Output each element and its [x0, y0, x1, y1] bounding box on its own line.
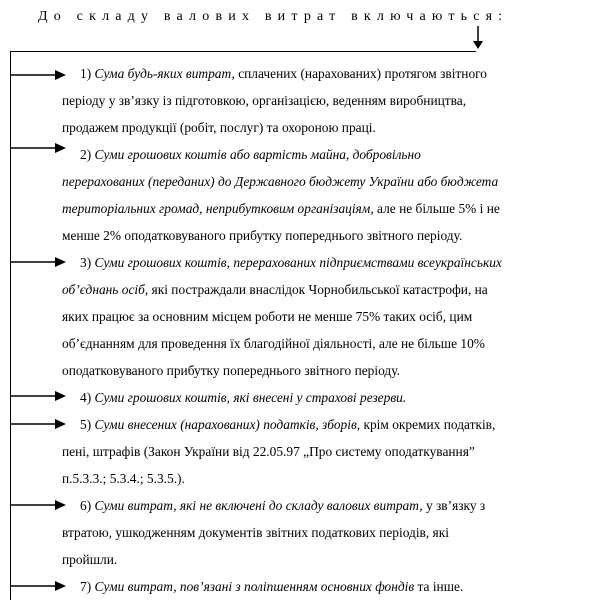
- item-line: [62, 141, 584, 168]
- item-text: крім окремих податків,: [360, 417, 496, 432]
- page-heading: До складу валових витрат включаються:: [38, 9, 509, 24]
- item-text: які постраждали внаслідок Чорнобильської катастрофи, на: [148, 282, 488, 297]
- item-line: [62, 357, 584, 384]
- item-line: [62, 438, 584, 465]
- item-line: [62, 330, 584, 357]
- item-line: [62, 114, 584, 141]
- item-text: пройшли.: [62, 552, 118, 567]
- list-item: [62, 492, 584, 573]
- item-line: [62, 546, 584, 573]
- list-item: [62, 384, 584, 411]
- item-text: об’єднанням для проведення їх благодійної діяльності, але не більше 10%: [62, 336, 485, 351]
- item-text: менше 2% оподатковуваного прибутку попереднього звітного періоду.: [62, 228, 463, 243]
- item-text: періоду у зв’язку із підготовкою, організацією, веденням виробництва,: [62, 93, 467, 108]
- item-text: продажем продукції (робіт, послуг) та охороною праці.: [62, 120, 376, 135]
- item-text: п.5.3.3.; 5.3.4.; 5.3.5.).: [62, 471, 185, 486]
- item-number: 4): [80, 390, 95, 405]
- right-arrow-icon: [10, 143, 66, 153]
- right-arrow-icon: [10, 419, 66, 429]
- list-item: [62, 141, 584, 249]
- item-line: [62, 249, 584, 276]
- item-number: 6): [80, 498, 95, 513]
- bracket-top-line: [10, 51, 476, 52]
- item-line: [62, 222, 584, 249]
- item-line: [62, 492, 584, 519]
- item-emphasis: Суми грошових коштів або вартість майна, добровільно: [94, 147, 421, 162]
- item-emphasis: об’єднань осіб,: [62, 282, 149, 297]
- item-text: оподатковуваного прибутку попереднього звітного періоду.: [62, 363, 400, 378]
- down-arrow-icon: [473, 26, 483, 50]
- item-line: [62, 384, 584, 411]
- right-arrow-icon: [10, 500, 66, 510]
- right-arrow-icon: [10, 70, 66, 80]
- item-line: [62, 168, 584, 195]
- item-text: та інше.: [414, 579, 464, 594]
- item-emphasis: Суми витрат, які не включені до складу валових витрат,: [94, 498, 423, 513]
- list-item: [62, 411, 584, 492]
- item-text: яких працює за основним місцем роботи не менше 75% таких осіб, цим: [62, 309, 473, 324]
- item-number: 5): [80, 417, 95, 432]
- item-emphasis: територіальних громад, неприбутковим організаціям,: [62, 201, 374, 216]
- item-emphasis: Сума будь-яких витрат,: [94, 66, 235, 81]
- item-line: [62, 519, 584, 546]
- right-arrow-icon: [10, 257, 66, 267]
- item-number: 7): [80, 579, 95, 594]
- item-line: [62, 573, 584, 600]
- list-item: [62, 573, 584, 600]
- item-line: [62, 195, 584, 222]
- item-number: 1): [80, 66, 95, 81]
- item-text: пені, штрафів (Закон України від 22.05.97 „Про систему оподаткування”: [62, 444, 475, 459]
- item-emphasis: перерахованих (переданих) до Державного бюджету України або бюджета: [62, 174, 499, 189]
- item-emphasis: Суми грошових коштів, перерахованих підприємствами всеукраїнських: [94, 255, 502, 270]
- item-text: але не більше 5% і не: [373, 201, 500, 216]
- item-number: 2): [80, 147, 95, 162]
- item-line: [62, 465, 584, 492]
- item-text: у зв’язку з: [422, 498, 486, 513]
- item-text: втратою, ушкодженням документів звітних податкових періодів, які: [62, 525, 449, 540]
- item-number: 3): [80, 255, 95, 270]
- item-line: [62, 303, 584, 330]
- right-arrow-icon: [10, 581, 66, 591]
- item-emphasis: Суми грошових коштів, які внесені у страхові резерви.: [94, 390, 407, 405]
- right-arrow-icon: [10, 391, 66, 401]
- item-emphasis: Суми витрат, пов’язані з поліпшенням основних фондів: [94, 579, 415, 594]
- list-item: [62, 60, 584, 141]
- item-text: сплачених (нарахованих) протягом звітного: [234, 66, 487, 81]
- item-line: [62, 411, 584, 438]
- list-item: [62, 249, 584, 384]
- item-line: [62, 276, 584, 303]
- item-line: [62, 87, 584, 114]
- item-emphasis: Суми внесених (нарахованих) податків, зборів,: [94, 417, 361, 432]
- bracket-vertical-line: [10, 51, 11, 600]
- item-line: [62, 60, 584, 87]
